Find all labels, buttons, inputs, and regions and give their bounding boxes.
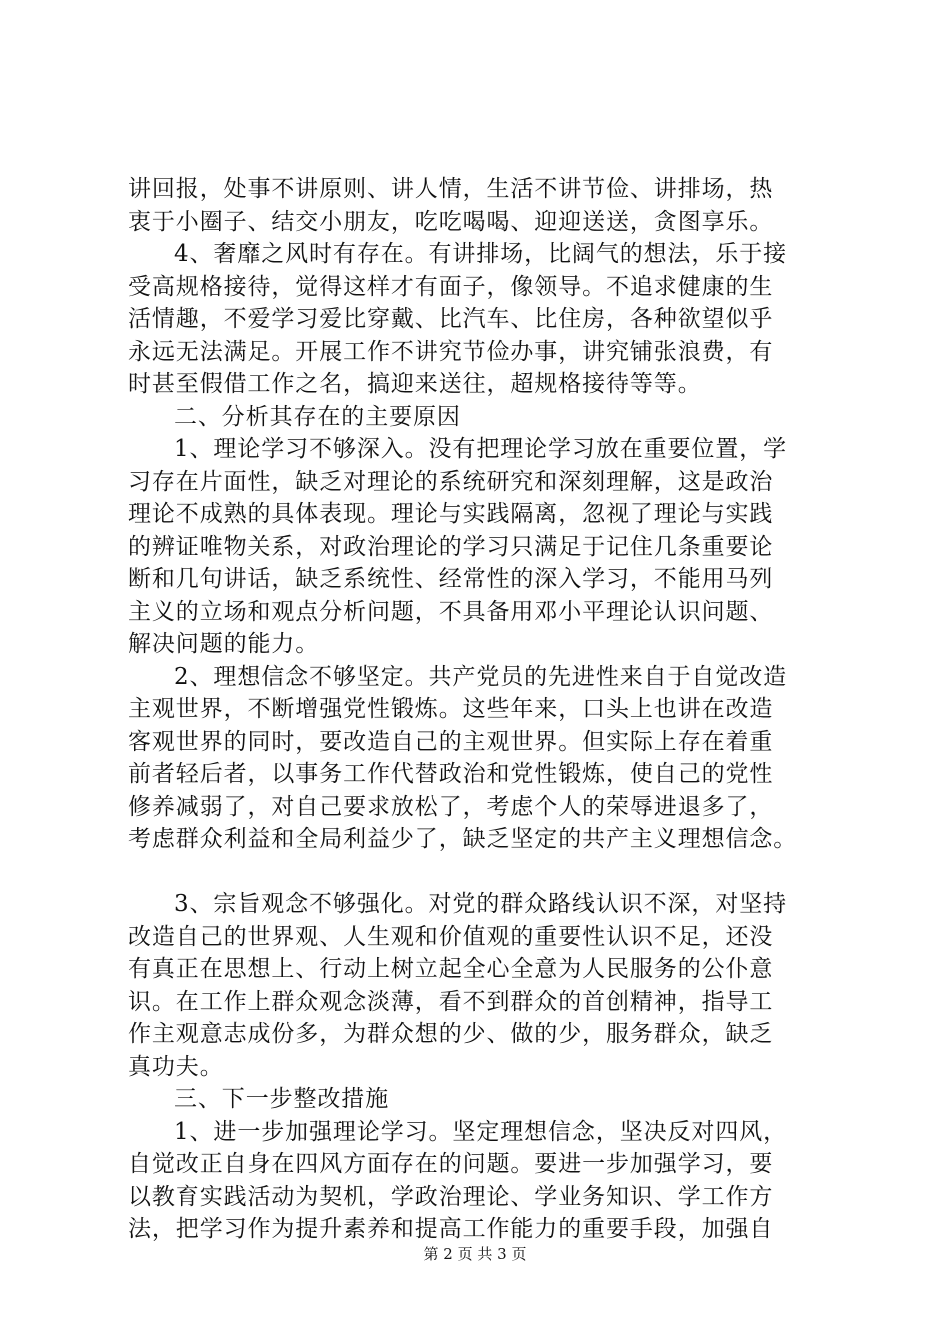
text-line: 主义的立场和观点分析问题，不具备用邓小平理论认识问题、: [128, 598, 774, 625]
text-line: 修养减弱了，对自己要求放松了，考虑个人的荣辱进退多了，: [128, 793, 774, 820]
text-line: 前者轻后者，以事务工作代替政治和党性锻炼，使自己的党性: [128, 761, 774, 787]
text-line: 识。在工作上群众观念淡薄，看不到群众的首创精神，指导工: [128, 988, 774, 1015]
text-line: 衷于小圈子、结交小朋友，吃吃喝喝、迎迎送送，贪图享乐。: [128, 208, 774, 235]
text-line: 真功夫。: [128, 1053, 224, 1080]
text-line: 2、理想信念不够坚定。共产党员的先进性来自于自觉改造: [174, 663, 788, 690]
text-line: 客观世界的同时，要改造自己的主观世界。但实际上存在着重: [128, 728, 774, 755]
text-line: 二、分析其存在的主要原因: [174, 403, 461, 430]
text-line: 作主观意志成份多，为群众想的少、做的少，服务群众，缺乏: [128, 1021, 774, 1047]
text-line: 的辨证唯物关系，对政治理论的学习只满足于记住几条重要论: [128, 533, 774, 560]
text-line: 法，把学习作为提升素养和提高工作能力的重要手段，加强自: [128, 1216, 774, 1242]
text-line: 有真正在思想上、行动上树立起全心全意为人民服务的公仆意: [128, 956, 774, 982]
document-body: [128, 173, 848, 1246]
text-line: 时甚至假借工作之名，搞迎来送往，超规格接待等等。: [128, 371, 702, 397]
text-line: 活情趣，不爱学习爱比穿戴、比汽车、比住房，各种欲望似乎: [128, 306, 774, 332]
text-line: 断和几句讲话，缺乏系统性、经常性的深入学习，不能用马列: [128, 566, 774, 592]
text-line: 考虑群众利益和全局利益少了，缺乏坚定的共产主义理想信念。: [128, 826, 798, 852]
text-line: 解决问题的能力。: [128, 631, 320, 657]
page-footer: 第 2 页 共 3 页: [423, 1245, 527, 1263]
text-line: 讲回报，处事不讲原则、讲人情，生活不讲节俭、讲排场，热: [128, 176, 774, 202]
text-line: 改造自己的世界观、人生观和价值观的重要性认识不足，还没: [128, 923, 774, 950]
text-line: 3、宗旨观念不够强化。对党的群众路线认识不深，对坚持: [174, 891, 788, 917]
text-line: 习存在片面性，缺乏对理论的系统研究和深刻理解，这是政治: [128, 468, 774, 495]
text-line: 4、奢靡之风时有存在。有讲排场，比阔气的想法，乐于接: [174, 241, 788, 267]
text-line: 三、下一步整改措施: [174, 1086, 390, 1112]
text-line: 1、理论学习不够深入。没有把理论学习放在重要位置，学: [174, 436, 788, 462]
text-line: 受高规格接待，觉得这样才有面子，像领导。不追求健康的生: [128, 273, 774, 300]
text-line: 主观世界，不断增强党性锻炼。这些年来，口头上也讲在改造: [128, 696, 774, 722]
text-line: 理论不成熟的具体表现。理论与实践隔离，忽视了理论与实践: [128, 501, 774, 527]
text-line: 自觉改正自身在四风方面存在的问题。要进一步加强学习，要: [128, 1151, 774, 1177]
text-line: 1、进一步加强理论学习。坚定理想信念，坚决反对四风，: [174, 1118, 788, 1145]
text-line: 以教育实践活动为契机，学政治理论、学业务知识、学工作方: [128, 1183, 774, 1210]
text-line: 永远无法满足。开展工作不讲究节俭办事，讲究铺张浪费，有: [128, 338, 774, 365]
text-line: [128, 856, 848, 889]
